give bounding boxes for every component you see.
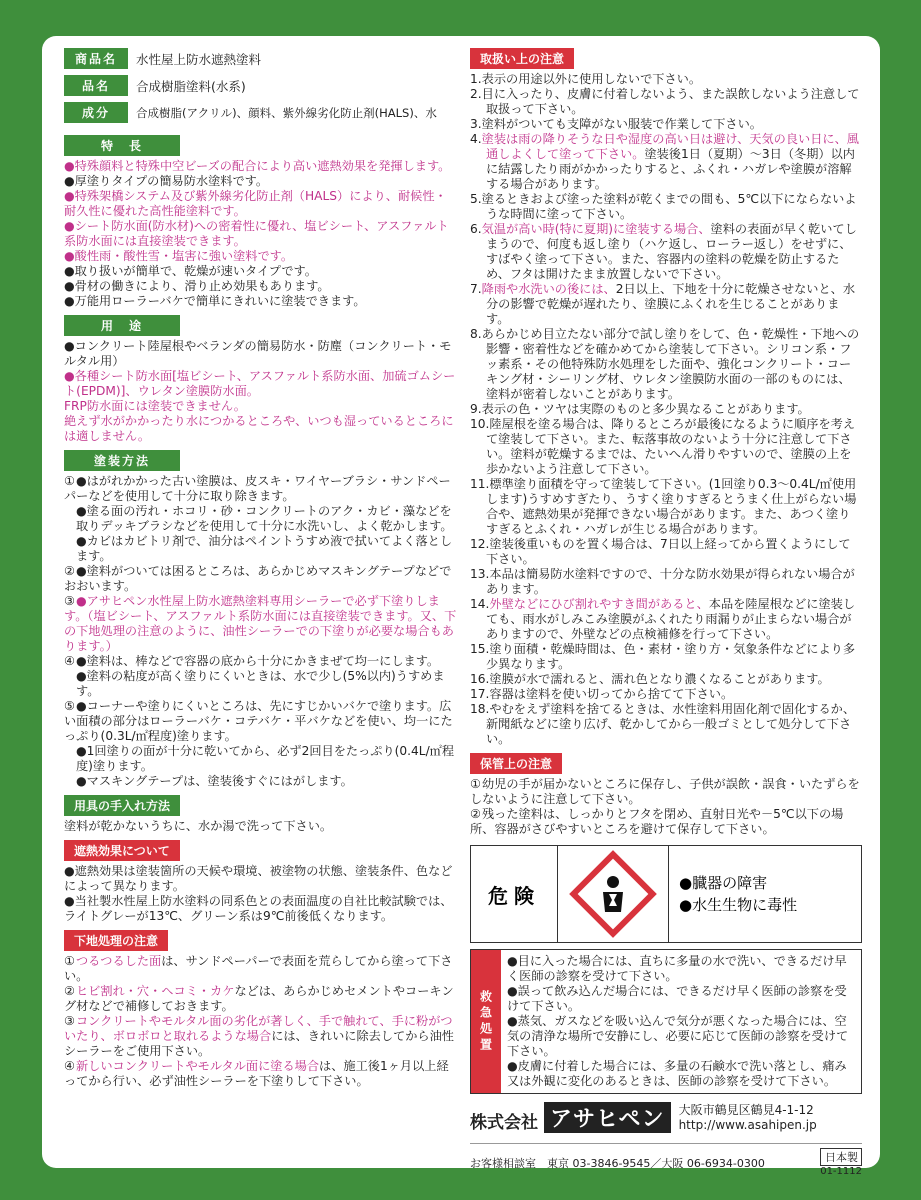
handling-heading: 取扱い上の注意: [470, 48, 574, 69]
usage-note: FRP防水面には塗装できません。: [64, 399, 246, 413]
effect-heading: 遮熱効果について: [64, 840, 180, 861]
first-aid-item: ●蒸気、ガスなどを吸い込んで気分が悪くなった場合には、空気の清浄な場所で安静にし、必要に応じて医師の診察を受けて下さい。: [507, 1014, 849, 1058]
handling-item-text: 塗り面積・乾燥時間は、色・素材・塗り方・気象条件などにより多少異なります。: [486, 642, 856, 671]
handling-item-number: 17.: [470, 687, 490, 701]
feature-item: ●取り扱いが簡単で、乾燥が速いタイプです。: [64, 264, 317, 278]
hazard-signal-word: 危険: [471, 846, 558, 942]
handling-item: [470, 417, 862, 477]
product-type-label: 品名: [64, 75, 128, 96]
prep-heading: 下地処理の注意: [64, 930, 168, 951]
first-aid-box: [470, 949, 862, 1094]
handling-item-text: 塗装後1日（夏期）～3日（冬期）以内に結露したり雨がかかったりすると、ふくれ・ハガレや塗膜が溶解する場合があります。: [486, 147, 855, 191]
handling-item: [470, 132, 862, 192]
feature-item: ●骨材の働きにより、滑り止め効果もあります。: [64, 279, 330, 293]
method-heading: 塗装方法: [64, 450, 180, 471]
company-address-block: [679, 1103, 817, 1133]
handling-item-text: 表示の色・ツヤは実際のものと多少異なることがあります。: [481, 402, 810, 416]
brand-block: [470, 1102, 862, 1133]
handling-item-number: 13.: [470, 567, 490, 581]
method-item: ③●アサヒペン水性屋上防水遮熱塗料専用シーラーで必ず下塗りします。（塩ビシート、アスファルト系防水面には直接塗装できます。又、下の下地処理の注意のように、油性シーラーでの下塗りが必要な場合もあります。）: [64, 594, 457, 653]
composition-value: 合成樹脂(アクリル)、顔料、紫外線劣化防止剤(HALS)、水: [136, 105, 437, 120]
health-hazard-pictogram-icon: [558, 846, 669, 942]
handling-item-text: 塗料がついても支障がない服装で作業して下さい。: [481, 117, 762, 131]
handling-item: [470, 87, 862, 117]
handling-list: [470, 72, 862, 747]
hazard-statement: ●水生生物に毒性: [679, 896, 798, 914]
company-prefix: 株式会社: [470, 1113, 538, 1133]
first-aid-list: [501, 950, 861, 1093]
handling-item-number: 3.: [470, 117, 482, 131]
product-type-row: [64, 75, 458, 96]
handling-item-text: やむをえず塗料を捨てるときは、水性塗料用固化剤で固化するか、新聞紙などに塗り広げ、乾かしてから一般ゴミとして処分して下さい。: [486, 702, 856, 746]
handling-item: [470, 327, 862, 402]
storage-list: [470, 777, 862, 837]
handling-item-text: 2日以上、下地を十分に乾燥させないと、水分の影響で乾燥が遅れたり、塗膜にふくれを生じることがあります。: [486, 282, 856, 326]
handling-item: [470, 597, 862, 642]
composition-row: [64, 102, 458, 123]
handling-item-number: 9.: [470, 402, 482, 416]
handling-item: [470, 222, 862, 282]
product-name-value: 水性屋上防水遮熱塗料: [136, 51, 262, 67]
method-item: ②●塗料がついては困るところは、あらかじめマスキングテープなどでおおいます。: [64, 564, 452, 593]
effect-item: ●遮熱効果は塗装箇所の天候や環境、被塗物の状態、塗装条件、色などによって異なります。: [64, 864, 453, 893]
usage-note: 絶えず水がかかったり水につかるところや、いつも湿っているところには適しません。: [64, 414, 454, 443]
hazard-box: [470, 845, 862, 943]
handling-item: [470, 72, 862, 87]
handling-item-number: 14.: [470, 597, 490, 611]
prep-item: ④新しいコンクリートやモルタル面に塗る場合は、施工後1ヶ月以上経ってから行い、必ず油性シーラーを下塗りして下さい。: [64, 1059, 449, 1088]
handling-item-text: 本品は簡易防水塗料ですので、十分な防水効果が得られない場合があります。: [486, 567, 855, 596]
feature-item: ●シート防水面(防水材)への密着性に優れ、塩ビシート、アスファルト系防水面には直接塗装できます。: [64, 219, 449, 248]
handling-item-text: 本品を陸屋根などに塗装しても、雨水がしみこみ塗膜がふくれたり雨漏りが止まらない場合がありますので、外壁などの点検補修を行って下さい。: [486, 597, 856, 641]
company-address: 大阪市鶴見区鶴見4-1-12: [678, 1103, 814, 1117]
usage-item: ●コンクリート陸屋根やベランダの簡易防水・防塵（コンクリート・モルタル用）: [64, 339, 452, 368]
handling-item-highlight: 降雨や水洗いの後には、: [481, 282, 616, 296]
first-aid-item: ●目に入った場合には、直ちに多量の水で洗い、できるだけ早く医師の診察を受けて下さい。: [507, 954, 847, 983]
prep-item: ①つるつるした面は、サンドペーパーで表面を荒らしてから塗って下さい。: [64, 954, 453, 983]
origin-badge: 日本製: [820, 1148, 862, 1166]
customer-contact: お客様相談室 東京 03-3846-9545／大阪 06-6934-0300: [470, 1156, 765, 1170]
handling-item-text: 目に入ったり、皮膚に付着しないよう、また誤飲しないよう注意して取扱って下さい。: [481, 87, 860, 116]
handling-item-number: 2.: [470, 87, 482, 101]
handling-item: [470, 282, 862, 327]
handling-item-number: 12.: [470, 537, 490, 551]
product-code: 01-1112: [820, 1166, 862, 1177]
feature-item: ●酸性雨・酸性雪・塩害に強い塗料です。: [64, 249, 294, 263]
product-type-value: 合成樹脂塗料(水系): [136, 78, 246, 94]
label-sheet: [42, 36, 880, 1177]
effect-item: ●当社製水性屋上防水塗料の同系色との表面温度の自社比較試験では、ライトグレーが13℃、グリーン系は9℃前後低くなります。: [64, 894, 453, 923]
method-item: ④●塗料は、棒などで容器の底から十分にかきまぜて均一にします。: [64, 654, 440, 668]
usage-list: [64, 339, 458, 399]
handling-item-number: 6.: [470, 222, 482, 236]
product-name-label: 商品名: [64, 48, 128, 69]
first-aid-item: ●皮膚に付着した場合には、多量の石鹸水で洗い落とし、痛み又は外観に変化のあるときは、医師の診察を受けて下さい。: [507, 1059, 847, 1088]
method-item: ●1回塗りの面が十分に乾いてから、必ず2回目をたっぷり(0.4L/㎡程度)塗ります。: [76, 744, 455, 773]
feature-item: ●厚塗りタイプの簡易防水塗料です。: [64, 174, 269, 188]
handling-item-number: 18.: [470, 702, 490, 716]
prep-list: [64, 954, 458, 1089]
method-item: ①●はがれかかった古い塗膜は、皮スキ・ワイヤーブラシ・サンドペーパーなどを使用して十分に取り除きます。: [64, 474, 451, 503]
usage-item: ●各種シート防水面[塩ビシート、アスファルト系防水面、加硫ゴムシート(EPDM)]、ウレタン塗膜防水面。: [64, 369, 456, 398]
footer: [470, 1102, 862, 1177]
method-item: ●塗料の粘度が高く塗りにくいときは、水で少し(5%以内)うすめます。: [76, 669, 445, 698]
method-item: ●マスキングテープは、塗装後すぐにはがします。: [76, 774, 353, 788]
handling-item-number: 16.: [470, 672, 490, 686]
handling-item-number: 8.: [470, 327, 482, 341]
method-list: [64, 474, 458, 789]
handling-item-text: 標準塗り面積を守って塗装して下さい。(1回塗り0.3～0.4L/㎡使用します)うすめすぎたり、うすく塗りすぎるとうまく仕上がらない場合や、遮熱効果が発揮できない場合があります。また、あつく塗りすぎるとふくれ・ハガレが生じる場合があります。: [486, 477, 857, 536]
composition-label: 成分: [64, 102, 128, 123]
handling-item-text: 塗膜が水で濡れると、濡れ色となり濃くなることがあります。: [489, 672, 830, 686]
feature-item: ●特殊架橋システム及び紫外線劣化防止剤（HALS）により、耐候性・耐久性に優れた高性能塗料です。: [64, 189, 447, 218]
handling-item: [470, 537, 862, 567]
origin-block: [820, 1148, 862, 1177]
features-list: [64, 159, 458, 309]
handling-item: [470, 687, 862, 702]
method-item: ⑤●コーナーや塗りにくいところは、先にすじかいバケで塗ります。広い面積の部分はローラーバケ・コテバケ・平バケなどを使い、均一にたっぷり(0.3L/㎡程度)塗ります。: [64, 699, 453, 743]
handling-item-number: 7.: [470, 282, 482, 296]
first-aid-item: ●誤って飲み込んだ場合には、できるだけ早く医師の診察を受けて下さい。: [507, 984, 847, 1013]
handling-item-number: 4.: [470, 132, 482, 146]
handling-item-number: 10.: [470, 417, 490, 431]
handling-item: [470, 402, 862, 417]
handling-item-text: 陸屋根を塗る場合は、降りるところが最後になるように順序を考えて塗装して下さい。また、転落事故のないよう十分に注意して下さい。塗料が乾燥するまでは、たいへん滑りやすいので、塗膜の上を歩かないよう注意して下さい。: [486, 417, 856, 476]
handling-item-text: 塗装後重いものを置く場合は、7日以上経ってから置くようにして下さい。: [486, 537, 851, 566]
storage-item: ②残った塗料は、しっかりとフタを閉め、直射日光や－5℃以下の場所、容器がさびやすいところを避けて保存して下さい。: [470, 807, 844, 836]
handling-item: [470, 192, 862, 222]
company-logo: アサヒペン: [544, 1102, 671, 1133]
handling-item: [470, 117, 862, 132]
handling-item-number: 11.: [470, 477, 490, 491]
hazard-statement: ●臓器の障害: [679, 874, 768, 892]
product-name-row: [64, 48, 458, 69]
method-item: ●カビはカビトリ剤で、油分はペイントうすめ液で拭いてよく落とします。: [76, 534, 453, 563]
storage-heading: 保管上の注意: [470, 753, 562, 774]
storage-item: ①幼児の手が届かないところに保存し、子供が誤飲・誤食・いたずらをしないように注意して下さい。: [470, 777, 860, 806]
effect-list: [64, 864, 458, 924]
features-heading: 特 長: [64, 135, 180, 156]
feature-item: ●特殊顔料と特殊中空ビーズの配合により高い遮熱効果を発揮します。: [64, 159, 451, 173]
handling-item: [470, 642, 862, 672]
first-aid-tag: 救急処置: [471, 950, 501, 1093]
handling-item: [470, 702, 862, 747]
handling-item: [470, 477, 862, 537]
left-column: [64, 48, 458, 1089]
tools-text: 塗料が乾かないうちに、水か湯で洗って下さい。: [64, 819, 333, 833]
method-item: ●塗る面の汚れ・ホコリ・砂・コンクリートのアク・カビ・藻などを取りデッキブラシなどを使用して十分に水洗いし、よく乾かします。: [76, 504, 453, 533]
handling-item-text: 塗るときおよび塗った塗料が乾くまでの間も、5℃以下にならないような時間に塗って下さい。: [481, 192, 857, 221]
handling-item-text: あらかじめ目立たない部分で試し塗りをして、色・乾燥性・下地への影響・密着性などを確かめてから塗装して下さい。シリコン系・フッ素系・その他特殊防水処理をした面や、強化コンクリート・コーキング材・シーリング材、ウレタン塗膜防水面の一部のものには、塗料が密着しないことがあります。: [481, 327, 860, 401]
handling-item: [470, 672, 862, 687]
handling-item-text: 表示の用途以外に使用しないで下さい。: [481, 72, 702, 86]
handling-item-highlight: 外壁などにひび割れやすき間があると、: [489, 597, 709, 611]
handling-item-text: 容器は塗料を使い切ってから捨てて下さい。: [489, 687, 734, 701]
prep-item: ③コンクリートやモルタル面の劣化が著しく、手で触れて、手に粉がついたり、ボロボロと取れるような場合には、きれいに除去してから油性シーラーをご使用下さい。: [64, 1014, 454, 1058]
handling-item-number: 5.: [470, 192, 482, 206]
handling-item: [470, 567, 862, 597]
feature-item: ●万能用ローラーバケで簡単にきれいに塗装できます。: [64, 294, 366, 308]
handling-item-number: 1.: [470, 72, 482, 86]
usage-heading: 用 途: [64, 315, 180, 336]
handling-item-text: 塗料の表面が早く乾いてしまうので、何度も返し塗り（ハケ返し、ローラー返し）をせずに、すばやく塗って下さい。また、容器内の塗料の乾燥を防止するため、フタは開けたまま放置しないで下さい。: [486, 222, 857, 281]
handling-item-highlight: 気温が高い時(特に夏期)に塗装する場合、: [481, 222, 711, 236]
prep-item: ②ヒビ割れ・穴・ヘコミ・カケなどは、あらかじめセメントやコーキング材などで補修しておきます。: [64, 984, 454, 1013]
tools-heading: 用具の手入れ方法: [64, 795, 180, 816]
hazard-statements: [669, 846, 861, 942]
right-column: [470, 48, 862, 1177]
handling-item-number: 15.: [470, 642, 490, 656]
contact-row: [470, 1143, 862, 1177]
company-url[interactable]: http://www.asahipen.jp: [678, 1118, 817, 1132]
handling-item-highlight: 塗装は雨の降りそうな日や湿度の高い日は避け、天気の良い日に、風通しよくして塗って下さい。: [481, 132, 859, 161]
